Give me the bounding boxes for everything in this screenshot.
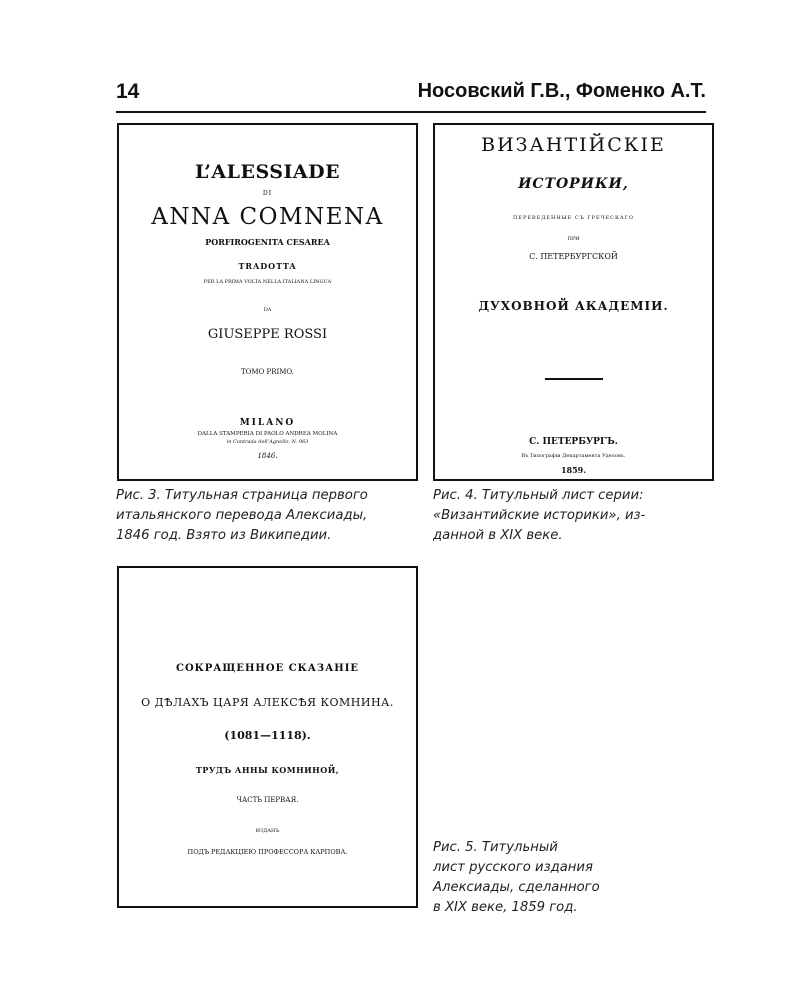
figure-3-caption xyxy=(116,486,421,546)
fig3-title: СОКРАЩЕННОЕ СКАЗАНІЕ xyxy=(176,663,359,674)
fig1-da: DA xyxy=(263,307,272,313)
fig1-title: L’ALESSIADE xyxy=(194,161,341,183)
caption-line: 1846 год. Взято из Википедии. xyxy=(116,528,332,543)
caption-line: лист русского издания xyxy=(433,860,593,875)
fig1-volume: TOMO PRIMO. xyxy=(240,368,294,376)
fig1-author: ANNA COMNENA xyxy=(151,204,384,230)
figure-4-caption xyxy=(433,486,723,546)
fig1-translation-note: PER LA PRIMA VOLTA NELLA ITALIANA LINGUA xyxy=(203,279,332,285)
fig3-years: (1081—1118). xyxy=(224,729,311,742)
fig2-imprint-city: С. ПЕТЕРБУРГЪ. xyxy=(529,437,618,447)
figure-2-title-page xyxy=(433,123,714,481)
fig2-ornament-rule xyxy=(545,378,603,380)
fig3-published: ИЗДАНЪ xyxy=(255,828,280,834)
fig1-tradotta: TRADOTTA xyxy=(238,261,297,271)
fig3-work: ТРУДЪ АННЫ КОМНИНОЙ, xyxy=(195,765,340,775)
fig2-pri: ПРИ xyxy=(567,236,580,242)
fig1-di: DI xyxy=(262,190,273,197)
fig1-printer: DALLA STAMPERIA DI PAOLO ANDREA MOLINA xyxy=(197,431,338,437)
caption-line: в XIX веке, 1859 год. xyxy=(433,900,578,915)
caption-line: итальянского перевода Алексиады, xyxy=(116,508,368,523)
running-head: Носовский Г.В., Фоменко А.Т. xyxy=(417,80,706,102)
fig1-year: 1846. xyxy=(257,452,278,460)
caption-line: Алексиады, сделанного xyxy=(433,880,600,895)
fig2-title: ВИЗАНТІЙСКІЕ xyxy=(481,134,666,156)
fig1-translator: GIUSEPPE ROSSI xyxy=(207,327,328,342)
fig3-subtitle: О ДѢЛАХЪ ЦАРЯ АЛЕКСѢЯ КОМНИНА. xyxy=(141,696,394,709)
fig2-printer: Въ Типографіи Департамента Уделовъ. xyxy=(521,453,626,459)
figure-5-caption xyxy=(433,838,633,918)
fig2-year: 1859. xyxy=(560,465,587,475)
page-number: 14 xyxy=(116,80,140,103)
fig1-subtitle: PORFIROGENITA CESAREA xyxy=(205,237,330,247)
caption-line: Рис. 4. Титульный лист серии: xyxy=(433,488,644,503)
fig2-academy: ДУХОВНОЙ АКАДЕМІИ. xyxy=(478,299,669,313)
figure-3-title-page xyxy=(117,566,418,908)
caption-line: «Византийские историки», из- xyxy=(433,508,646,523)
fig3-editor: ПОДЪ РЕДАКЦІЕЮ ПРОФЕССОРА КАРПОВА. xyxy=(187,848,348,856)
fig2-translated-from: ПЕРЕВЕДЕННЫЕ СЪ ГРЕЧЕСКАГО xyxy=(512,215,635,221)
caption-line: Рис. 5. Титульный xyxy=(433,840,558,855)
fig3-part: ЧАСТЬ ПЕРВАЯ. xyxy=(236,796,299,804)
fig2-subtitle: ИСТОРИКИ, xyxy=(518,176,629,192)
fig1-address: in Contrada dell’Agnello, N. 963 xyxy=(226,439,309,445)
caption-line: Рис. 3. Титульная страница первого xyxy=(116,488,368,503)
fig1-city: MILANO xyxy=(239,418,296,428)
figure-1-title-page xyxy=(117,123,418,481)
header-rule xyxy=(116,111,706,113)
fig2-city-academy: С. ПЕТЕРБУРГСКОЙ xyxy=(529,252,618,261)
caption-line: данной в XIX веке. xyxy=(433,528,563,543)
